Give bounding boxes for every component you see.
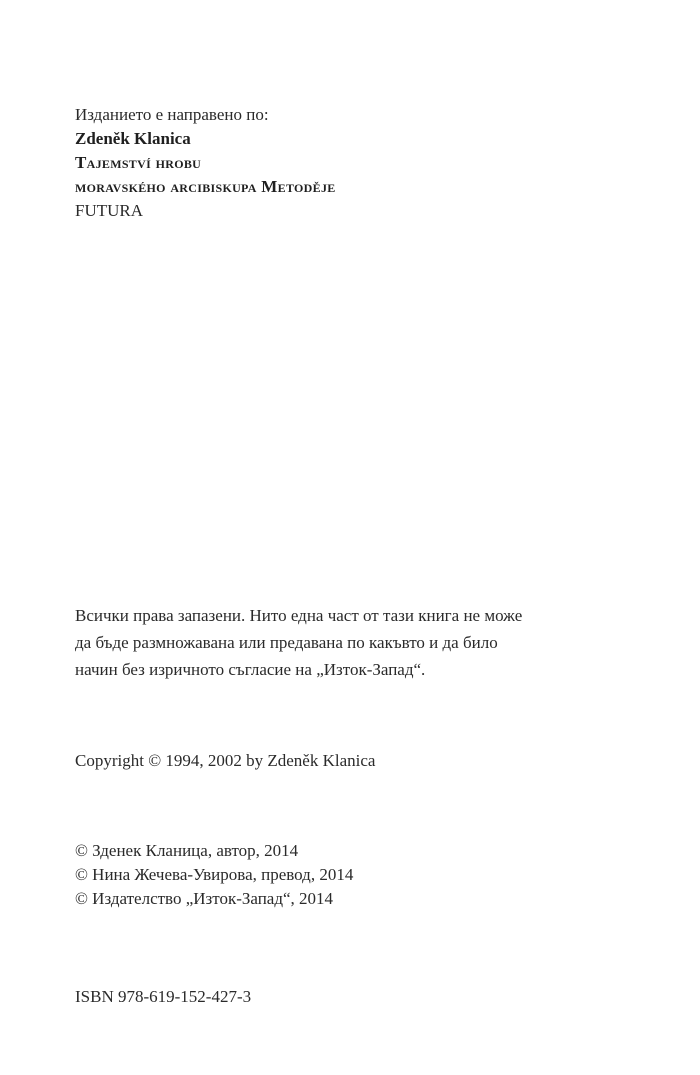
isbn [75, 985, 675, 1009]
isbn-text: ISBN 978-619-152-427-3 [75, 987, 252, 1006]
credits-list [75, 839, 675, 911]
original-author: Zdeněk Klanica [75, 129, 191, 148]
credit-publisher: © Издателство „Изток-Запад“, 2014 [75, 889, 334, 908]
rights-notice [75, 602, 675, 683]
rights-line: начин без изричното съгласие на „Изток-Запад“. [75, 660, 426, 679]
rights-line: да бъде размножавана или предавана по какъвто и да било [75, 633, 498, 652]
copyright-notice [75, 749, 675, 773]
original-edition-intro: Изданието е направено по: [75, 105, 269, 124]
copyright-text: Copyright © 1994, 2002 by Zdeněk Klanica [75, 751, 376, 770]
original-title-line1: Tajemství hrobu [75, 153, 202, 172]
original-publisher: FUTURA [75, 201, 144, 220]
rights-line: Всички права запазени. Нито една част от тази книга не може [75, 606, 523, 625]
credit-translator: © Нина Жечева-Увирова, превод, 2014 [75, 865, 354, 884]
original-title-line2: moravského arcibiskupa Metoděje [75, 177, 336, 196]
original-edition-info [75, 103, 675, 223]
credit-author: © Зденек Кланица, автор, 2014 [75, 841, 299, 860]
